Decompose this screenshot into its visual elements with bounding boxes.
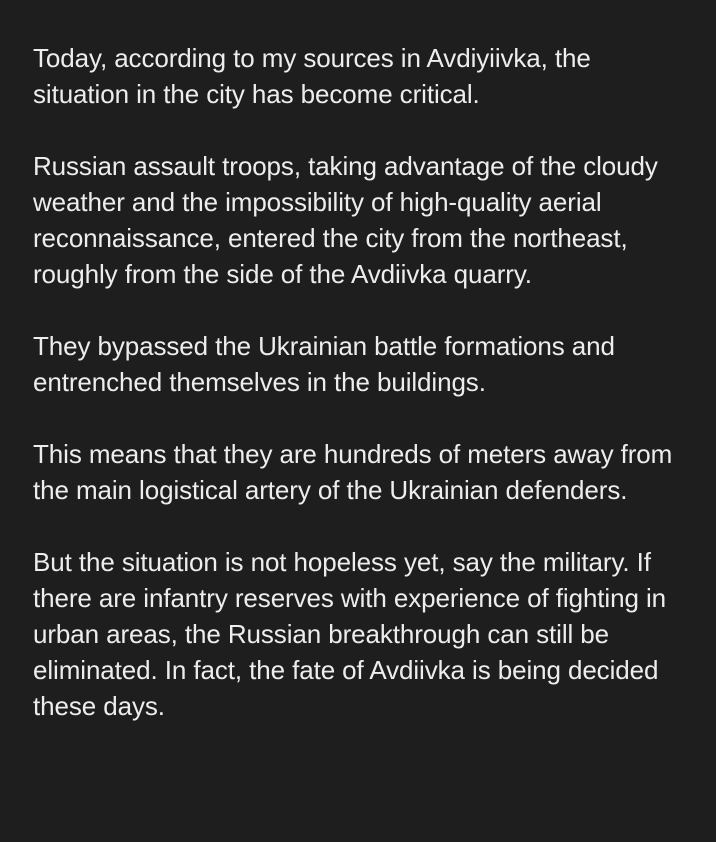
paragraph-1: Today, according to my sources in Avdiyiivka, the situation in the city has become critical. [33, 43, 591, 109]
paragraph-3: They bypassed the Ukrainian battle formations and entrenched themselves in the buildings. [33, 331, 615, 397]
paragraph-4: This means that they are hundreds of meters away from the main logistical artery of the Ukrainian defenders. [33, 439, 673, 505]
paragraph-2: Russian assault troops, taking advantage of the cloudy weather and the impossibility of high-quality aerial reconnaissance, entered the city from the northeast, roughly from the side of the Avdiivka quarry. [33, 151, 658, 289]
paragraph-5: But the situation is not hopeless yet, say the military. If there are infantry reserves with experience of fighting in urban areas, the Russian breakthrough can still be eliminated. In fact, the fate of Avdiivka is being decided these days. [33, 547, 666, 721]
